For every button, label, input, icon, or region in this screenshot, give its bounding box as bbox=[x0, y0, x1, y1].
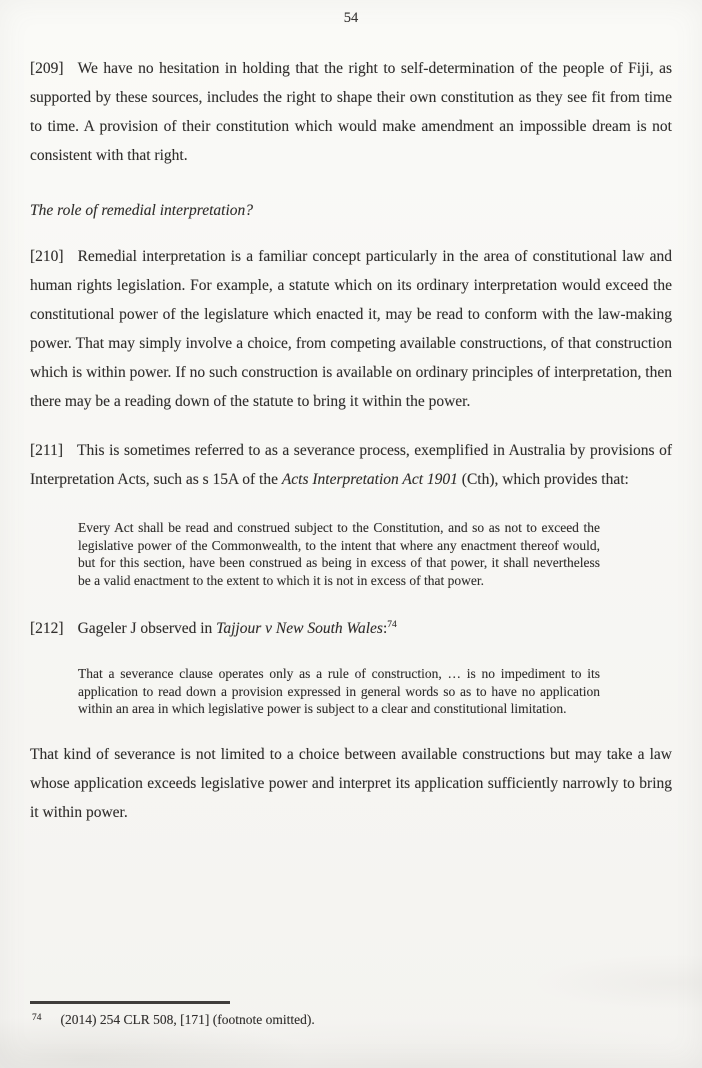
footnote bbox=[30, 1011, 672, 1029]
paragraph-211-text-after: (Cth), which provides that: bbox=[457, 471, 629, 488]
paragraph-210 bbox=[30, 242, 672, 416]
footnote-separator bbox=[30, 1001, 230, 1004]
footnote-reference: 74 bbox=[387, 620, 397, 630]
closing-paragraph: That kind of severance is not limited to a choice between available constructions but may take a law whose application exceeds legislative power and interpret its application sufficiently narrowly to bring it within power. bbox=[30, 745, 672, 821]
paragraph-209 bbox=[30, 54, 672, 170]
paragraph-210-text: Remedial interpretation is a familiar concept particularly in the area of constitutional law and human rights legislation. For example, a statute which on its ordinary interpretation would exceed the constitutional power of the legislature which enacted it, may be read to conform with the law-making power. That may simply involve a choice, from competing available constructions, of that construction which is within power. If no such construction is available on ordinary principles of interpretation, then there may be a reading down of the statute to bring it within the power. bbox=[30, 248, 672, 410]
paragraph-211-number: [211] bbox=[30, 442, 63, 459]
case-name-italic: Tajjour v New South Wales bbox=[216, 620, 383, 637]
statute-title-italic: Acts Interpretation Act 1901 bbox=[281, 471, 458, 488]
footnote-marker: 74 bbox=[32, 1012, 42, 1023]
paragraph-209-text: We have no hesitation in holding that the right to self-determination of the people of Fiji, as supported by these sources, includes the right to shape their own constitution as they see fit from time to time. A provision of their constitution which would make amendment an impossible dream is not consistent with that right. bbox=[30, 60, 672, 164]
footnote-area bbox=[30, 1001, 672, 1029]
paragraph-210-number: [210] bbox=[30, 248, 64, 265]
paragraph-211 bbox=[30, 436, 672, 494]
block-quote-s15a: Every Act shall be read and construed subject to the Constitution, and so as not to exceed the legislative power of the Commonwealth, to the intent that where any enactment thereof would, but for this section, have been construed as being in excess of that power, it shall nevertheless be a valid enactment to the extent to which it is not in excess of that power. bbox=[78, 520, 600, 588]
paragraph-212-text-after: : bbox=[382, 620, 388, 637]
page-number: 54 bbox=[343, 10, 359, 26]
paragraph-209-number: [209] bbox=[30, 60, 64, 77]
paragraph-212-number: [212] bbox=[30, 620, 64, 637]
paragraph-212 bbox=[30, 614, 672, 643]
paragraph-211-text-before: This is sometimes referred to as a severance process, exemplified in Australia by provisions of Interpretation Acts, such as s 15A of the bbox=[30, 442, 672, 488]
paragraph-212-text-before: Gageler J observed in bbox=[77, 620, 217, 637]
section-heading: The role of remedial interpretation? bbox=[30, 202, 254, 219]
block-quote-gageler: That a severance clause operates only as a rule of construction, … is no impediment to its application to read down a provision expressed in general words so as to have no application within an area in which legislative power is subject to a clear and constitutional limitation. bbox=[78, 666, 600, 716]
footnote-text: (2014) 254 CLR 508, [171] (footnote omitted). bbox=[60, 1011, 315, 1027]
